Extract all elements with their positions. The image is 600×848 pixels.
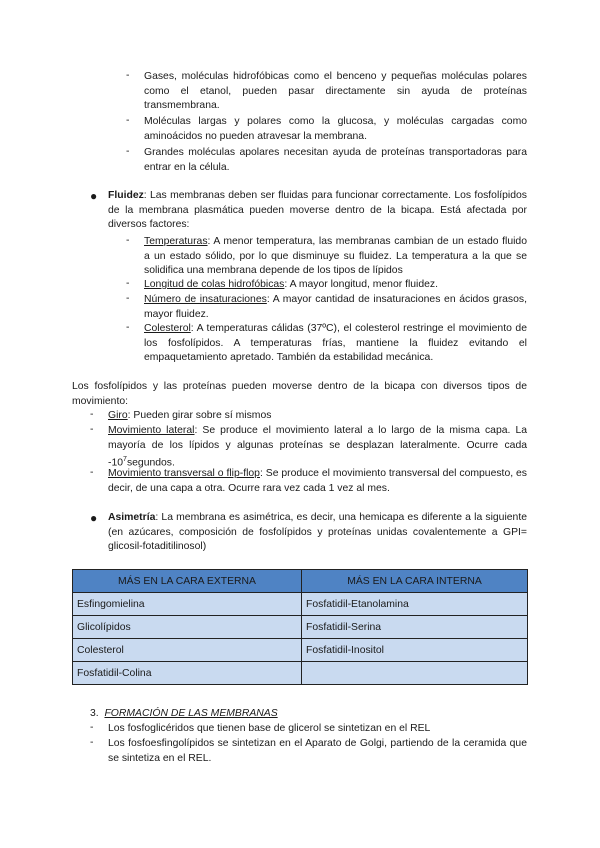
fluidez-item-longitud <box>144 278 527 293</box>
asimetria-text: : La membrana es asimétrica, es decir, una hemicapa es diferente a la siguiente (en azúcares, composición de fosfolípidos y proteínas unidas covalentemente a GPI= glicosil-fotaditilinosol) <box>108 512 527 553</box>
dash-marker: - <box>90 409 94 420</box>
table-cell: Esfingomielina <box>73 593 302 616</box>
term-flip-flop: Movimiento transversal o flip-flop <box>108 468 260 479</box>
table-row <box>73 639 528 662</box>
dash-marker: - <box>126 322 130 333</box>
fluidez-paragraph <box>108 189 527 233</box>
term-colesterol: Colesterol <box>144 323 191 334</box>
asimetria-title: Asimetría <box>108 512 156 523</box>
table-row <box>73 616 528 639</box>
table-cell: Fosfatidil-Colina <box>73 662 302 685</box>
dash-marker: - <box>126 146 130 157</box>
section-heading <box>90 707 278 721</box>
dash-marker: - <box>126 293 130 304</box>
term-longitud: Longitud de colas hidrofóbicas <box>144 279 285 290</box>
intro-item-3: Grandes moléculas apolares necesitan ayuda de proteínas transportadoras para entrar en la célula. <box>144 147 527 173</box>
term-movimiento-lateral: Movimiento lateral <box>108 425 195 436</box>
table-cell <box>302 662 528 685</box>
dash-marker: - <box>126 115 130 126</box>
movement-flip-flop <box>108 467 527 496</box>
exponent: 7 <box>123 456 127 464</box>
term-giro: Giro <box>108 410 128 421</box>
membrane-faces-table <box>72 569 528 685</box>
item-text: : Se produce el movimiento lateral a lo largo de la misma capa. La mayoría de los lípidos y algunas proteínas se desplazan lateralmente. Ocurre cada -10 <box>108 425 528 469</box>
table-header-row <box>73 570 528 593</box>
header-cara-externa: MÁS EN LA CARA EXTERNA <box>73 570 302 593</box>
dash-marker: - <box>90 722 94 733</box>
section-title: FORMACIÓN DE LAS MEMBRANAS <box>104 708 278 719</box>
dash-marker: - <box>90 467 94 478</box>
table-row <box>73 662 528 685</box>
item-text: : A menor temperatura, las membranas cambian de un estado fluido a un estado sólido, por lo que disminuye su fluidez. La temperatura a la que se solidifica una membrana depende de los tipos de lípidos <box>144 236 527 277</box>
dash-marker: - <box>126 235 130 246</box>
item-text: : Se produce el movimiento transversal del compuesto, es decir, de una capa a otra. Ocurre rara vez cada 1 vez al mes. <box>108 468 527 494</box>
dash-marker: - <box>90 737 94 748</box>
fluidez-item-insaturaciones <box>144 293 527 322</box>
table-cell: Fosfatidil-Inositol <box>302 639 528 662</box>
header-cara-interna: MÁS EN LA CARA INTERNA <box>302 570 528 593</box>
table-cell: Glicolípidos <box>73 616 302 639</box>
movement-giro <box>108 409 527 424</box>
term-insaturaciones: Número de insaturaciones <box>144 294 267 305</box>
movement-lateral <box>108 424 527 471</box>
section-number: 3. <box>90 708 99 719</box>
intro-item-2: Moléculas largas y polares como la glucosa, y moléculas cargadas como aminoácidos no pueden atravesar la membrana. <box>144 116 527 142</box>
table-cell: Fosfatidil-Serina <box>302 616 528 639</box>
item-text-tail: segundos. <box>126 457 175 469</box>
item-text: : Pueden girar sobre sí mismos <box>127 410 272 421</box>
table-cell: Colesterol <box>73 639 302 662</box>
bullet-icon: ● <box>90 511 98 525</box>
fluidez-text: : Las membranas deben ser fluidas para funcionar correctamente. Los fosfolípidos de la membrana plasmática pueden moverse dentro de la bicapa. Está afectada por diversos factores: <box>108 190 527 231</box>
fluidez-title: Fluidez <box>108 190 144 201</box>
table-row <box>73 593 528 616</box>
dash-marker: - <box>126 70 130 81</box>
asimetria-paragraph <box>108 511 527 555</box>
item-text: : A mayor longitud, menor fluidez. <box>284 279 439 290</box>
movement-intro: Los fosfolípidos y las proteínas pueden moverse dentro de la bicapa con diversos tipos de movimiento: <box>72 381 527 407</box>
intro-item-1: Gases, moléculas hidrofóbicas como el benceno y pequeñas moléculas polares como el etanol, pueden pasar directamente sin ayuda de proteínas transmembrana. <box>144 71 527 112</box>
dash-marker: - <box>126 278 130 289</box>
section3-item-1: Los fosfoglicéridos que tienen base de glicerol se sintetizan en el REL <box>108 723 431 734</box>
section3-item-2: Los fosfoesfingolípidos se sintetizan en el Aparato de Golgi, partiendo de la ceramida que se sintetiza en el REL. <box>108 738 527 764</box>
item-text: : A temperaturas cálidas (37ºC), el colesterol restringe el movimiento de los fosfolípidos. A temperaturas frías, mantiene la fluidez evitando el empaquetamiento apretado. También da estabilidad mecánica. <box>144 323 527 364</box>
item-text: : A mayor cantidad de insaturaciones en ácidos grasos, mayor fluidez. <box>144 294 527 320</box>
bullet-icon: ● <box>90 189 98 203</box>
fluidez-item-temperaturas <box>144 235 527 279</box>
fluidez-item-colesterol <box>144 322 527 366</box>
table-cell: Fosfatidil-Etanolamina <box>302 593 528 616</box>
term-temperaturas: Temperaturas <box>144 236 208 247</box>
dash-marker: - <box>90 424 94 435</box>
